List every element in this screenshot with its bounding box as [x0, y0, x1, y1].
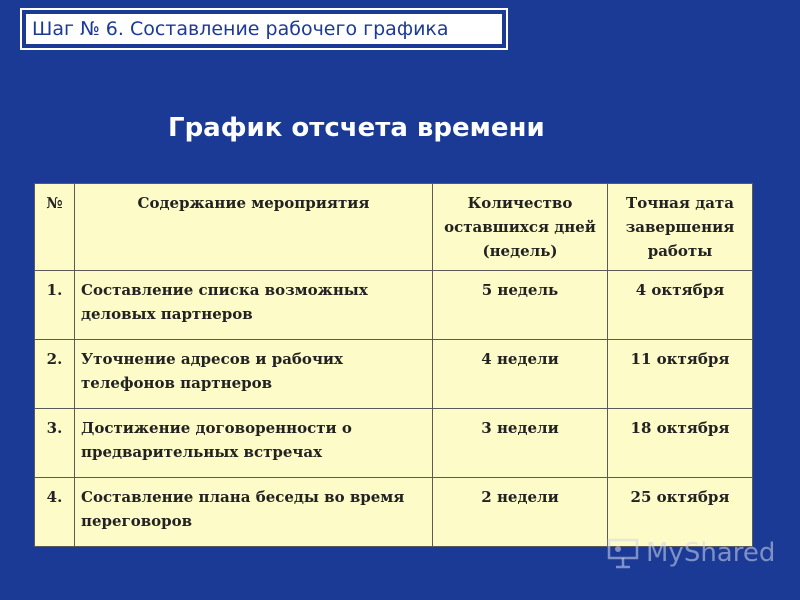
- table-row: [35, 340, 753, 409]
- row-date: 25 октября: [608, 478, 753, 547]
- row-content: Достижение договоренности о предварительных встречах: [75, 409, 433, 478]
- row-date: 11 октября: [608, 340, 753, 409]
- presentation-board-icon: [606, 536, 640, 570]
- row-duration: 4 недели: [433, 340, 608, 409]
- step-title: Шаг № 6. Составление рабочего графика: [26, 14, 502, 44]
- table-row: [35, 271, 753, 340]
- header-duration: Количество оставшихся дней (недель): [433, 184, 608, 271]
- row-duration: 5 недель: [433, 271, 608, 340]
- row-duration: 2 недели: [433, 478, 608, 547]
- watermark: [606, 535, 775, 571]
- header-date: Точная дата завершения работы: [608, 184, 753, 271]
- step-header: [20, 8, 508, 50]
- header-content: Содержание мероприятия: [75, 184, 433, 271]
- row-content: Составление списка возможных деловых партнеров: [75, 271, 433, 340]
- row-date: 18 октября: [608, 409, 753, 478]
- row-number: 4.: [35, 478, 75, 547]
- row-duration: 3 недели: [433, 409, 608, 478]
- row-number: 2.: [35, 340, 75, 409]
- table-header-row: [35, 184, 753, 271]
- schedule-table: [34, 183, 753, 547]
- page-title: График отсчета времени: [168, 113, 545, 143]
- row-content: Уточнение адресов и рабочих телефонов партнеров: [75, 340, 433, 409]
- row-date: 4 октября: [608, 271, 753, 340]
- watermark-text: MyShared: [646, 538, 776, 568]
- table-row: [35, 409, 753, 478]
- row-number: 1.: [35, 271, 75, 340]
- row-content: Составление плана беседы во время переговоров: [75, 478, 433, 547]
- header-number: №: [35, 184, 75, 271]
- row-number: 3.: [35, 409, 75, 478]
